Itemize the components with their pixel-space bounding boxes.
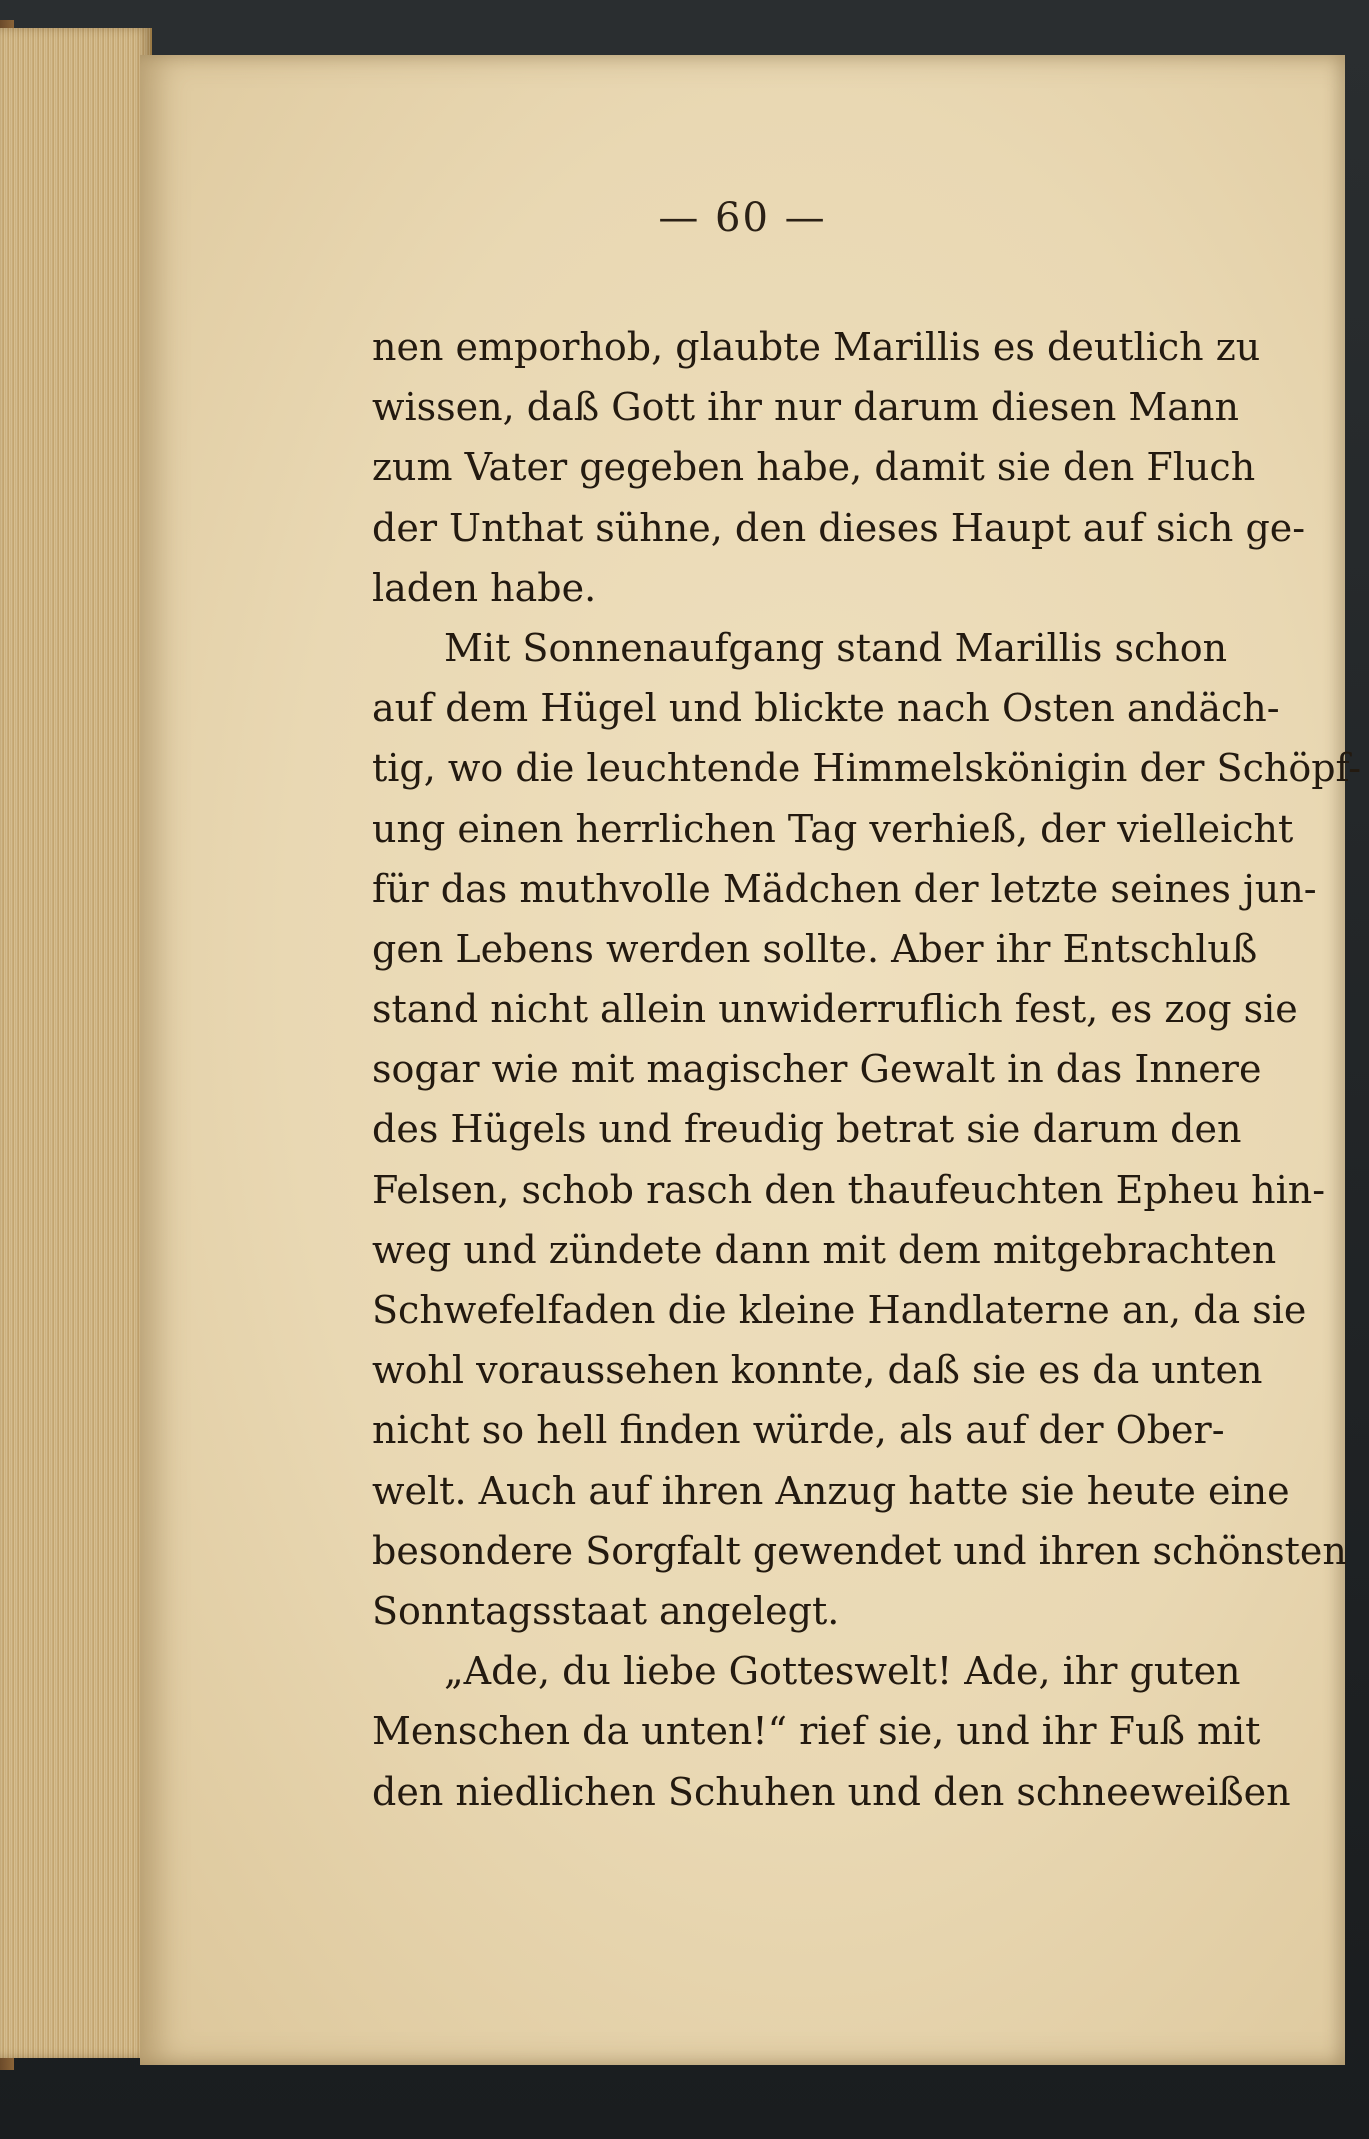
page-stack-edges (0, 28, 152, 2058)
text-line: den niedlichen Schuhen und den schneeweißen (372, 1769, 1291, 1814)
text-line: sogar wie mit magischer Gewalt in das Innere (372, 1047, 1262, 1092)
text-line: weg und zündete dann mit dem mitgebrachten (372, 1227, 1277, 1272)
book-page (140, 55, 1362, 2065)
text-line: laden habe. (372, 565, 597, 610)
text-line: auf dem Hügel und blickte nach Osten andäch- (372, 686, 1280, 731)
text-line: der Unthat sühne, den dieses Haupt auf sich ge- (372, 505, 1306, 550)
text-line: ung einen herrlichen Tag verhieß, der vielleicht (372, 806, 1294, 851)
text-line: welt. Auch auf ihren Anzug hatte sie heute eine (372, 1468, 1290, 1513)
text-line: stand nicht allein unwiderruflich fest, es zog sie (372, 987, 1298, 1032)
text-line: Mit Sonnenaufgang stand Marillis schon (444, 625, 1228, 670)
text-line: wissen, daß Gott ihr nur darum diesen Mann (372, 385, 1239, 430)
text-line: nen emporhob, glaubte Marillis es deutlich zu (372, 325, 1261, 369)
text-line: „Ade, du liebe Gotteswelt! Ade, ihr guten (444, 1649, 1241, 1694)
text-line: nicht so hell finden würde, als auf der Ober- (372, 1408, 1225, 1453)
text-line: tig, wo die leuchtende Himmelskönigin der Schöpf- (372, 746, 1362, 791)
text-line: Sonntagsstaat angelegt. (372, 1588, 840, 1633)
text-line: Menschen da unten!“ rief sie, und ihr Fuß mit (372, 1709, 1261, 1754)
text-line: für das muthvolle Mädchen der letzte seines jun- (372, 866, 1317, 911)
text-line: des Hügels und freudig betrat sie darum den (372, 1107, 1242, 1152)
text-line: besondere Sorgfalt gewendet und ihren schönsten (372, 1528, 1347, 1573)
page-number: — 60 — (658, 195, 827, 241)
text-line: zum Vater gegeben habe, damit sie den Fluch (372, 445, 1256, 490)
text-line: Felsen, schob rasch den thaufeuchten Epheu hin- (372, 1167, 1326, 1212)
text-line: gen Lebens werden sollte. Aber ihr Entschluß (372, 926, 1258, 971)
text-line: wohl voraussehen konnte, daß sie es da unten (372, 1348, 1263, 1393)
body-text (372, 317, 1362, 1822)
text-line: Schwefelfaden die kleine Handlaterne an, da sie (372, 1288, 1307, 1332)
